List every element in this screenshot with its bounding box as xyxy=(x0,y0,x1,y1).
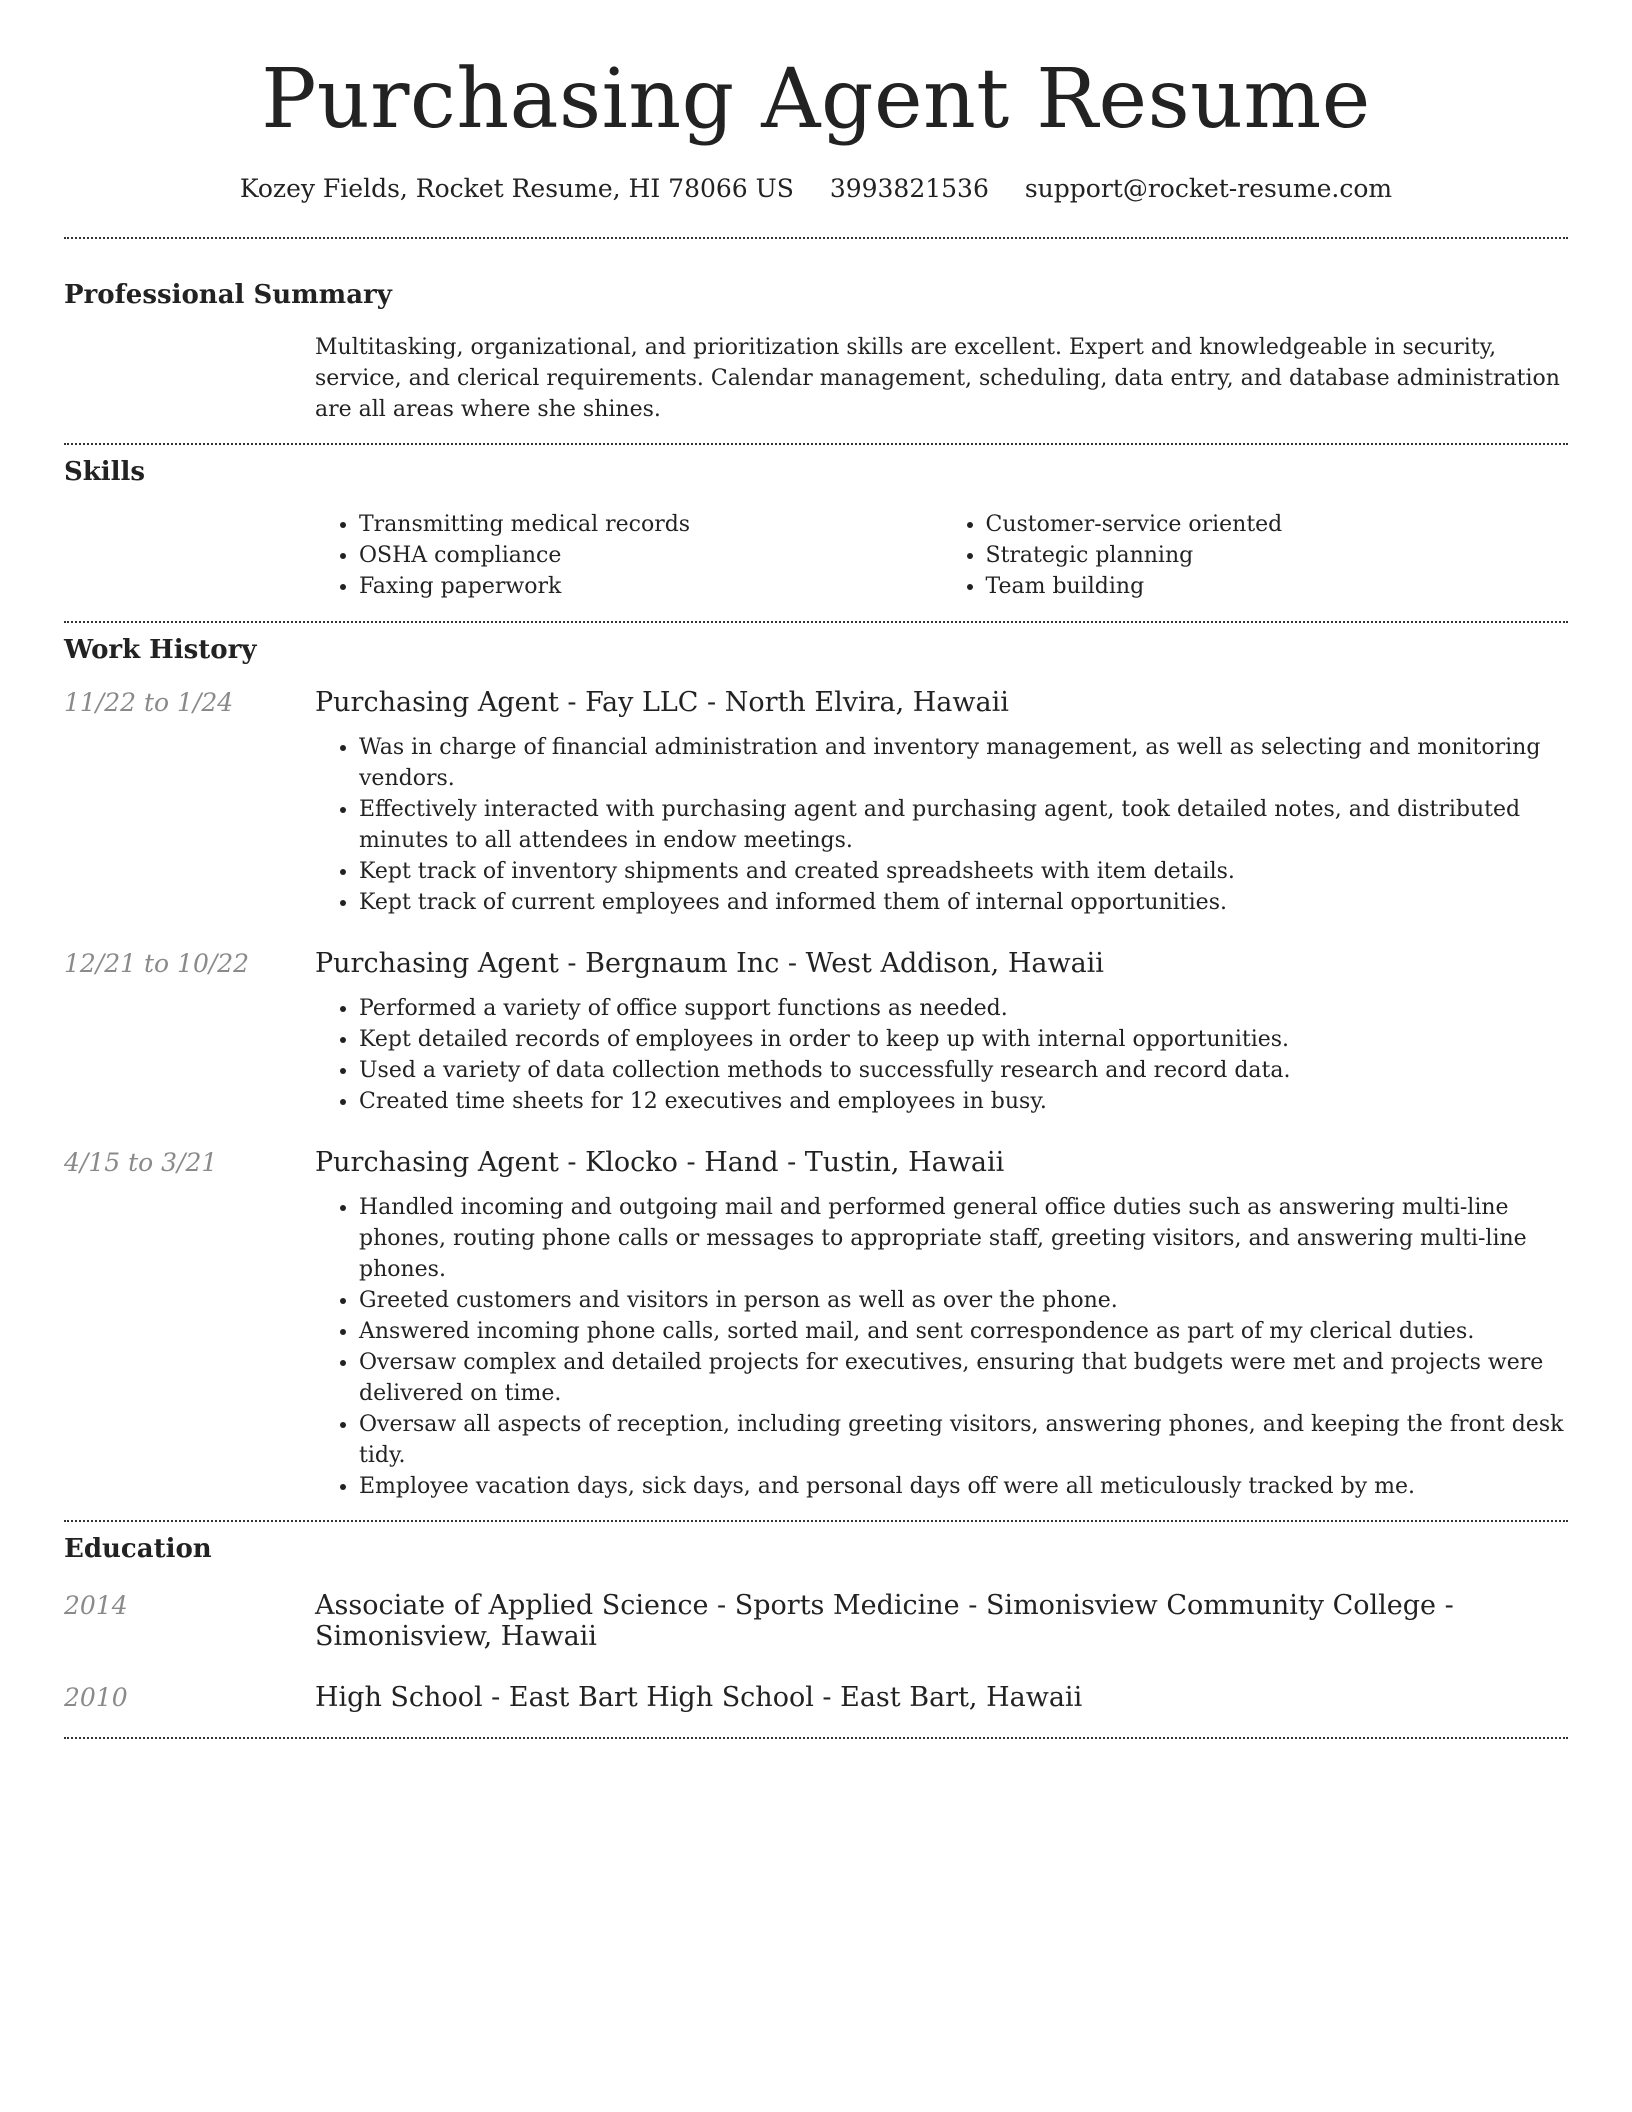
job-dates: 4/15 to 3/21 xyxy=(64,1148,218,1177)
divider xyxy=(64,237,1568,239)
job-bullet: • Created time sheets for 12 executives and employees in busy. xyxy=(359,1086,1568,1117)
job-entry xyxy=(64,1147,1568,1502)
job-bullet: • Effectively interacted with purchasing agent and purchasing agent, took detailed notes, and distributed minutes to all attendees in endow meetings. xyxy=(359,794,1568,856)
resume-page xyxy=(64,0,1568,1739)
skills-list xyxy=(315,509,1568,602)
job-bullet: • Used a variety of data collection methods to successfully research and record data. xyxy=(359,1055,1568,1086)
contact-line xyxy=(64,174,1568,203)
education-title: High School - East Bart High School - East Bart, Hawaii xyxy=(315,1682,1083,1713)
education-entry xyxy=(64,1590,1568,1652)
summary-text: Multitasking, organizational, and prioritization skills are excellent. Expert and knowledgeable in security, service, and clerical requirements. Calendar management, scheduling, data entry, and database administration are all areas where she shines. xyxy=(315,335,1560,422)
job-bullet: • Handled incoming and outgoing mail and performed general office duties such as answering multi-line phones, routing phone calls or messages to appropriate staff, greeting visitors, and answering multi-line phones. xyxy=(359,1192,1568,1285)
divider xyxy=(64,1520,1568,1522)
job-bullet: • Was in charge of financial administration and inventory management, as well as selecting and monitoring vendors. xyxy=(359,732,1568,794)
job-dates: 12/21 to 10/22 xyxy=(64,949,250,978)
skills-heading: Skills xyxy=(64,457,146,487)
divider xyxy=(64,1737,1568,1739)
job-bullet: • Kept track of current employees and informed them of internal opportunities. xyxy=(359,887,1568,918)
education-entry xyxy=(64,1682,1568,1713)
job-dates: 11/22 to 1/24 xyxy=(64,688,234,717)
skill-item: • Strategic planning xyxy=(986,540,1569,571)
skill-item: • Faxing paperwork xyxy=(359,571,942,602)
contact-email: support@rocket-resume.com xyxy=(1024,174,1393,203)
job-bullet: • Oversaw all aspects of reception, including greeting visitors, answering phones, and keeping the front desk tidy. xyxy=(359,1409,1568,1471)
skill-item: • Transmitting medical records xyxy=(359,509,942,540)
job-bullet: • Kept detailed records of employees in order to keep up with internal opportunities. xyxy=(359,1024,1568,1055)
skills-column-left xyxy=(315,509,942,602)
education-year: 2014 xyxy=(64,1591,128,1620)
job-bullet: • Kept track of inventory shipments and created spreadsheets with item details. xyxy=(359,856,1568,887)
job-title: Purchasing Agent - Klocko - Hand - Tustin, Hawaii xyxy=(315,1147,1005,1178)
page-title: Purchasing Agent Resume xyxy=(261,52,1371,147)
skills-section xyxy=(64,457,1568,602)
education-section xyxy=(64,1534,1568,1713)
job-duties xyxy=(315,993,1568,1117)
skill-item: • Team building xyxy=(986,571,1569,602)
job-bullet: • Employee vacation days, sick days, and personal days off were all meticulously tracked by me. xyxy=(359,1471,1568,1502)
divider xyxy=(64,443,1568,445)
divider xyxy=(64,621,1568,623)
job-entry xyxy=(64,948,1568,1117)
job-bullet: • Answered incoming phone calls, sorted mail, and sent correspondence as part of my clerical duties. xyxy=(359,1316,1568,1347)
job-duties xyxy=(315,732,1568,918)
job-title: Purchasing Agent - Fay LLC - North Elvira, Hawaii xyxy=(315,687,1009,718)
job-header xyxy=(64,687,1568,718)
job-bullet: • Oversaw complex and detailed projects for executives, ensuring that budgets were met and projects were delivered on time. xyxy=(359,1347,1568,1409)
job-bullet: • Greeted customers and visitors in person as well as over the phone. xyxy=(359,1285,1568,1316)
job-header xyxy=(64,948,1568,979)
skills-column-right xyxy=(942,509,1569,602)
work-section xyxy=(64,635,1568,1502)
education-title: Associate of Applied Science - Sports Medicine - Simonisview Community College - Simonisview, Hawaii xyxy=(315,1590,1454,1652)
job-title: Purchasing Agent - Bergnaum Inc - West Addison, Hawaii xyxy=(315,948,1104,979)
summary-heading: Professional Summary xyxy=(64,280,392,310)
job-bullet: • Performed a variety of office support functions as needed. xyxy=(359,993,1568,1024)
education-heading: Education xyxy=(64,1534,212,1564)
contact-phone: 3993821536 xyxy=(829,174,989,203)
job-duties xyxy=(315,1192,1568,1502)
job-header xyxy=(64,1147,1568,1178)
summary-section xyxy=(64,280,1568,425)
skill-item: • OSHA compliance xyxy=(359,540,942,571)
contact-address: Kozey Fields, Rocket Resume, HI 78066 US xyxy=(239,174,794,203)
education-year: 2010 xyxy=(64,1683,128,1712)
job-entry xyxy=(64,687,1568,918)
work-heading: Work History xyxy=(64,635,257,665)
skill-item: • Customer-service oriented xyxy=(986,509,1569,540)
